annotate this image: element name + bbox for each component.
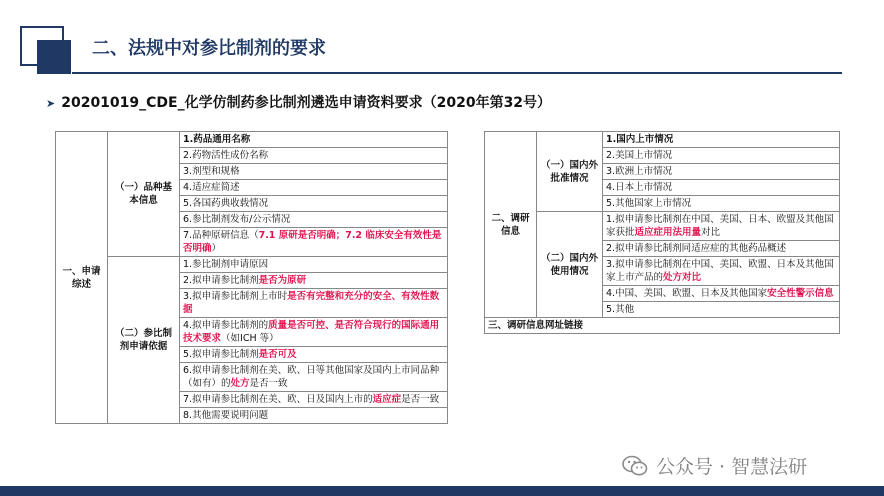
list-item: 7.品种原研信息（7.1 原研是否明确；7.2 临床安全有效性是否明确） — [180, 228, 448, 257]
table-row — [485, 132, 840, 148]
list-item: 6.拟申请参比制剂在美、欧、日等其他国家及国内上市同品种（如有）的处方是否一致 — [180, 363, 448, 392]
group-cell-approval-status: （一）国内外批准情况 — [537, 132, 603, 212]
list-item: 6.参比制剂发布/公示情况 — [180, 212, 448, 228]
section-cell-application-summary: 一、申请综述 — [56, 132, 108, 424]
list-item: 5.拟申请参比制剂是否可及 — [180, 347, 448, 363]
application-summary-table — [55, 131, 448, 424]
watermark-text: 公众号 · 智慧法研 — [656, 456, 808, 478]
list-item: 5.其他国家上市情况 — [603, 196, 840, 212]
list-item: 2.拟申请参比制剂是否为原研 — [180, 273, 448, 289]
subtitle-text: 20201019_CDE_化学仿制药参比制剂遴选申请资料要求（2020年第32号） — [61, 95, 552, 111]
table-row — [485, 212, 840, 241]
arrow-bullet-icon: ➤ — [46, 97, 56, 110]
list-item: 7.拟申请参比制剂在美、欧、日及国内上市的适应症是否一致 — [180, 392, 448, 408]
footer-row-research-links: 三、调研信息网址链接 — [485, 318, 840, 334]
bottom-band — [0, 486, 884, 496]
list-item: 4.日本上市情况 — [603, 180, 840, 196]
table-row — [485, 318, 840, 334]
list-item: 1.药品通用名称 — [180, 132, 448, 148]
list-item: 3.剂型和规格 — [180, 164, 448, 180]
list-item: 5.各国药典收载情况 — [180, 196, 448, 212]
list-item: 1.国内上市情况 — [603, 132, 840, 148]
list-item: 2.药物活性成份名称 — [180, 148, 448, 164]
table-row — [56, 132, 448, 148]
group-cell-application-basis: （二）参比制剂申请依据 — [108, 257, 180, 424]
list-item: 3.拟申请参比制剂上市时是否有完整和充分的安全、有效性数据 — [180, 289, 448, 318]
section-subtitle — [46, 92, 551, 112]
list-item: 5.其他 — [603, 302, 840, 318]
list-item: 1.参比制剂申请原因 — [180, 257, 448, 273]
table-row — [56, 257, 448, 273]
watermark — [622, 452, 807, 479]
list-item: 3.拟申请参比制剂在中国、美国、欧盟、日本及其他国家上市产品的处方对比 — [603, 257, 840, 286]
list-item: 8.其他需要说明问题 — [180, 408, 448, 424]
wechat-icon — [622, 455, 648, 477]
list-item: 4.中国、美国、欧盟、日本及其他国家安全性警示信息 — [603, 286, 840, 302]
list-item: 4.拟申请参比制剂的质量是否可控、是否符合现行的国际通用技术要求（如ICH 等） — [180, 318, 448, 347]
page-title: 二、法规中对参比制剂的要求 — [92, 38, 326, 59]
group-cell-basic-info: （一）品种基本信息 — [108, 132, 180, 257]
list-item: 3.欧洲上市情况 — [603, 164, 840, 180]
header-square-fill — [37, 40, 71, 74]
research-info-table — [484, 131, 840, 334]
list-item: 1.拟申请参比制剂在中国、美国、日本、欧盟及其他国家获批适应症用法用量对比 — [603, 212, 840, 241]
group-cell-usage-status: （二）国内外使用情况 — [537, 212, 603, 318]
title-underline — [72, 72, 842, 74]
list-item: 4.适应症简述 — [180, 180, 448, 196]
section-cell-research-info: 二、调研信息 — [485, 132, 537, 318]
list-item: 2.美国上市情况 — [603, 148, 840, 164]
list-item: 2.拟申请参比制剂同适应症的其他药品概述 — [603, 241, 840, 257]
